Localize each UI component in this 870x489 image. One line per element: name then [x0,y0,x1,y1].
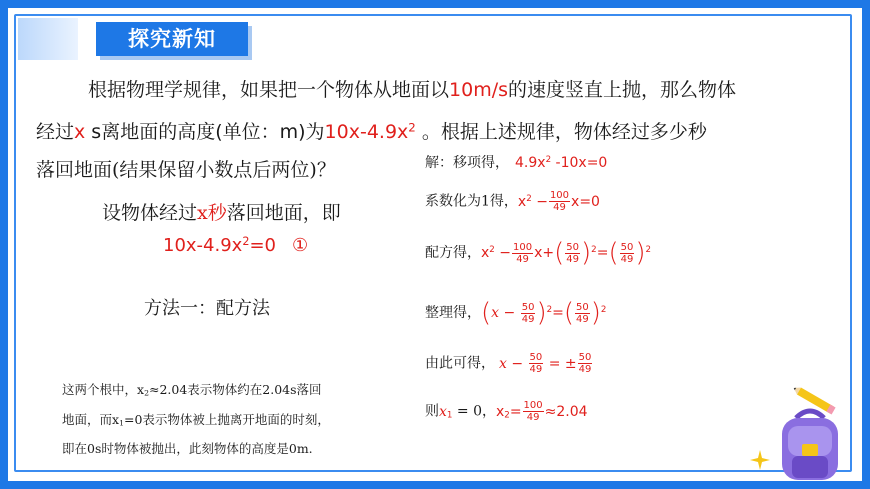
solution-step-4 [425,300,606,326]
equation-exponent: 2 [242,235,250,248]
math-exponent: 2 [591,245,597,256]
step-label: 系数化为1得， [425,193,518,210]
solution-step-1 [425,152,607,172]
math-part: = [509,403,522,420]
step-math [481,238,652,268]
note-text: 这两个根中，x [62,382,145,397]
math-part: = ± [544,355,577,372]
math-exponent: 2 [489,245,495,256]
fraction-numerator: 50 [529,352,543,363]
expr-base: 10x-4.9x [324,121,409,143]
step-math [481,298,607,328]
problem-line-1 [88,75,736,102]
fraction-denominator: 49 [553,202,566,213]
note-subscript: 1 [119,418,124,428]
math-part: − [506,355,528,372]
step-label: 整理得， [425,305,481,321]
fraction-numerator: 50 [566,241,580,253]
note-line-1 [62,377,417,407]
solution-step-6 [425,400,588,423]
note-text: ≈2.04表示物体约在2.04s落回 [149,382,322,397]
fraction-denominator: 49 [526,412,540,423]
math-subscript: 1 [446,410,453,421]
math-part: -10x=0 [551,155,608,171]
setup-line [102,198,341,225]
solution-step-5 [425,352,593,375]
equation-tail: =0 [249,235,276,257]
equation-number: ① [292,235,309,257]
fraction-denominator: 49 [521,313,535,325]
step-label: 配方得， [425,245,481,261]
step-label: 解：移项得， [425,155,509,171]
math-exponent: 2 [645,245,652,256]
equation-1 [163,235,308,256]
step-math [517,190,600,213]
page-title: 探究新知 [128,27,216,51]
fraction-denominator: 49 [529,364,543,375]
frame-left [0,0,8,489]
height-expression [325,121,416,143]
fraction [523,400,544,423]
paren: ) [581,238,592,268]
paren: ( [554,238,565,268]
math-part: x [491,305,500,321]
fraction-denominator: 49 [576,313,589,325]
frame-top [0,0,870,8]
math-part: = [596,245,609,261]
title-banner [18,18,248,60]
problem-text: s离地面的高度(单位：m)为 [85,121,325,143]
math-exponent: 2 [546,305,553,316]
fraction-denominator: 49 [620,253,634,265]
math-part: − [499,305,520,321]
step-label: 则 [425,403,439,420]
math-exponent: 2 [600,305,607,316]
paren: ) [590,298,601,328]
problem-line-3: 落回地面(结果保留小数点后两位)？ [36,159,336,181]
step-label: 由此可得， [425,355,495,372]
math-part: x [481,245,490,261]
problem-text: 的速度竖直上抛，那么物体 [508,79,737,101]
note-subscript: 2 [144,388,149,398]
fraction-denominator: 49 [578,364,592,375]
variable-x: x [74,121,86,143]
step-math [499,352,593,375]
paren: ( [481,298,492,328]
problem-text: 。根据上述规律，物体经过多少秒 [415,121,707,143]
math-part: − [494,245,512,261]
fraction-numerator: 100 [513,241,533,253]
note-line-2 [62,407,417,437]
setup-variable: x秒 [197,202,227,224]
paren: ( [563,298,575,328]
paren: ) [536,298,547,328]
math-part: x [495,403,505,420]
setup-text: 设物体经过 [102,202,198,224]
note-line-3: 即在0s时物体被抛出，此刻物体的高度是0m. [62,441,313,457]
fraction-denominator: 49 [566,253,580,265]
math-part: x [517,193,527,210]
frame-bottom [0,481,870,489]
fraction-numerator: 50 [521,301,535,313]
fraction-denominator: 49 [516,253,529,265]
step-math [495,400,588,423]
equation-base: 10x-4.9x [163,235,243,257]
math-subscript: 2 [504,410,510,421]
paren: ) [635,238,646,268]
fraction [529,352,544,375]
fraction [565,242,580,265]
step-math [515,155,607,171]
backpack-icon [774,404,846,482]
paren: ( [608,238,619,268]
speed-value: 10m/s [449,79,509,101]
fraction [578,352,593,375]
math-part: x [499,355,507,372]
math-exponent: 2 [526,193,532,204]
math-part: 4.9x [515,155,546,171]
problem-line-2 [36,117,707,144]
note-text: =0表示物体被上抛离开地面的时刻， [124,411,330,427]
fraction-numerator: 50 [620,241,634,253]
step-math [439,404,452,420]
fraction-numerator: 50 [578,352,592,363]
math-part: x+ [534,245,555,261]
setup-text: 落回地面，即 [226,202,341,224]
title-lead-bar [18,18,78,60]
fraction [549,190,570,213]
problem-text: 经过 [36,121,75,143]
solution-step-2 [425,190,600,213]
fraction [575,302,590,325]
fraction-numerator: 50 [576,301,589,313]
fraction [512,242,533,265]
title-box [96,22,248,56]
fraction-numerator: 100 [523,400,543,411]
roots-note [62,377,417,462]
math-part: x=0 [571,193,600,210]
sparkle-icon [748,448,772,472]
math-exponent: 2 [545,155,552,166]
note-text: 地面，而x [62,411,120,427]
step-text: = 0， [452,403,496,420]
method-label: 方法一：配方法 [144,298,270,319]
math-part: x [439,403,447,420]
math-part: ≈2.04 [544,403,588,420]
solution-step-3 [425,240,651,266]
math-part: = [552,305,564,321]
fraction [521,302,536,325]
fraction-numerator: 100 [549,190,570,201]
frame-right [862,0,870,489]
problem-text: 根据物理学规律，如果把一个物体从地面以 [88,79,450,101]
math-part: − [531,193,548,210]
fraction [620,242,635,265]
expr-exponent: 2 [408,120,416,135]
